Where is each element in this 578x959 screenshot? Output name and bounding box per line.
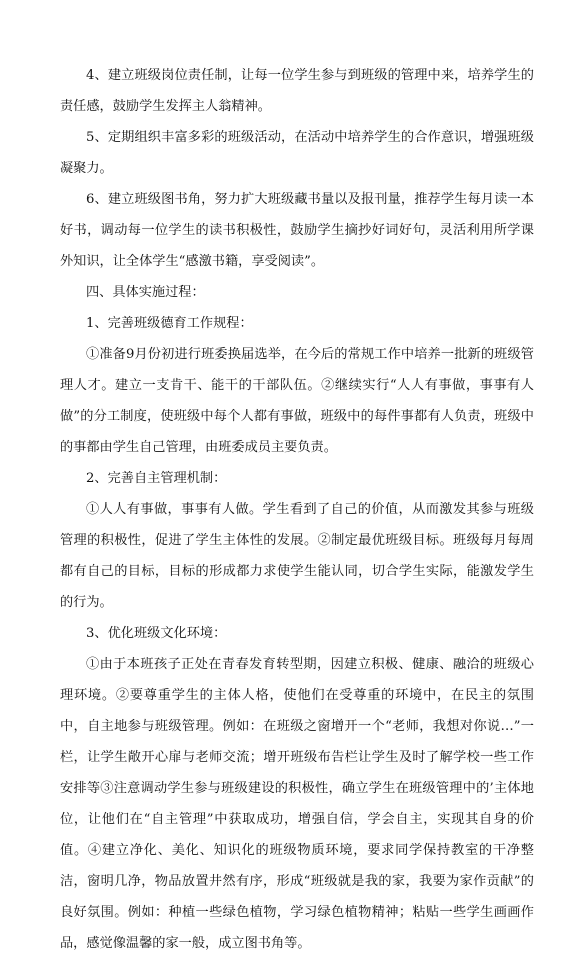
paragraph-self-management: ①人人有事做，事事有人做。学生看到了自己的价值，从而激发其参与班级管理的积极性，促进了学生主体性的发展。②制定最优班级目标。班级每月每周都有自己的目标，目标的形成都力求使学生能认同，切合学生实际，能激发学生的行为。 (60, 502, 534, 610)
paragraph-class-culture: ①由于本班孩子正处在青春发育转型期，因建立积极、健康、融洽的班级心理环境。②要尊重学生的主体人格，使他们在受尊重的环境中，在民主的氛围中，自主地参与班级管理。例如：在班级之窗增开一个“老师，我想对你说…”一栏，让学生敞开心扉与老师交流；增开班级布告栏让学生及时了解学校一些工作安排等③注意调动学生参与班级建设的积极性，确立学生在班级管理中的’主体地位，让他们在“自主管理”中获取成功，增强自信，学会自主，实现其自身的价值。④建立净化、美化、知识化的班级物质环境，要求同学保持教室的干净整洁，窗明几净，物品放置井然有序，形成“班级就是我的家，我要为家作贡献”的良好氛围。例如：种植一些绿色植物，学习绿色植物精神；粘贴一些学生画画作品，感觉像温馨的家一般，成立图书角等。 (60, 657, 534, 951)
paragraph-committee-election: ①准备9月份初进行班委换届选举，在今后的常规工作中培养一批新的班级管理人才。建立一支肯干、能干的干部队伍。②继续实行“人人有事做，事事有人做”的分工制度，使班级中每个人都有事做，班级中的每件事都有人负责，班级中的事都由学生自己管理，由班委成员主要负责。 (60, 347, 534, 455)
subheading-moral-education: 1、完善班级德育工作规程： (86, 316, 253, 331)
paragraph-book-corner: 6、建立班级图书角，努力扩大班级藏书量以及报刊量，推荐学生每月读一本好书，调动每一位学生的读书积极性，鼓励学生摘抄好词好句，灵活利用所学课外知识，让全体学生“感激书籍，享受阅读”。 (60, 192, 534, 269)
paragraph-job-responsibility: 4、建立班级岗位责任制，让每一位学生参与到班级的管理中来，培养学生的责任感，鼓励学生发挥主人翁精神。 (60, 68, 534, 114)
subheading-class-culture: 3、优化班级文化环境： (86, 626, 227, 641)
section-heading-implementation: 四、具体实施过程： (86, 285, 205, 300)
subheading-self-management: 2、完善自主管理机制： (86, 471, 227, 486)
paragraph-class-activities: 5、定期组织丰富多彩的班级活动，在活动中培养学生的合作意识，增强班级凝聚力。 (60, 130, 534, 176)
